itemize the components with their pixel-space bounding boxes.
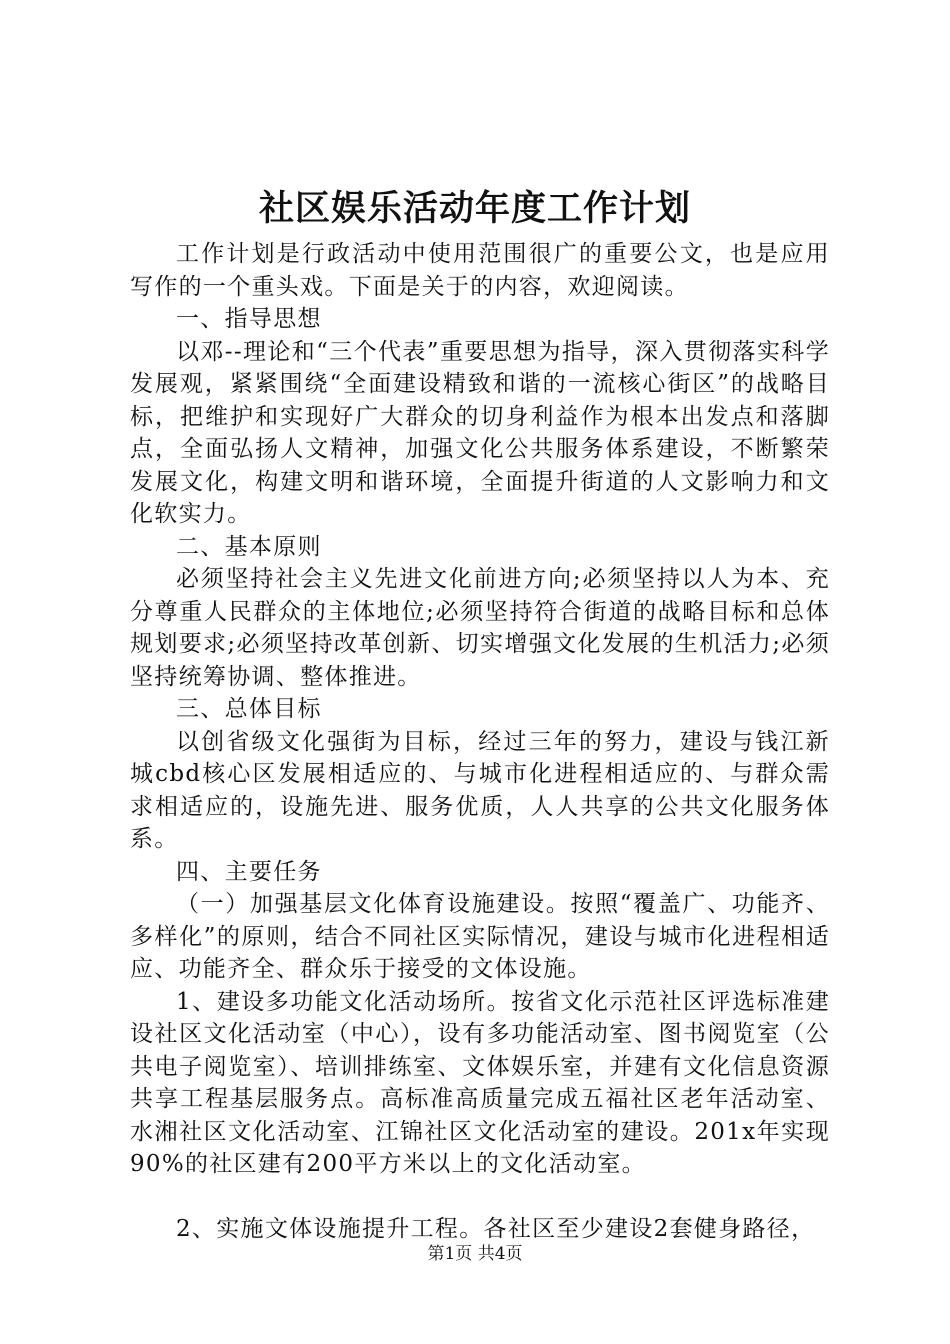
body-paragraph: （一）加强基层文化体育设施建设。按照“覆盖广、功能齐、多样化”的原则，结合不同社区实际情况，建设与城市化进程相适应、功能齐全、群众乐于接受的文体设施。: [130, 891, 830, 982]
section-heading-overall-goal: 三、总体目标: [176, 696, 322, 722]
body-paragraph: 必须坚持社会主义先进文化前进方向;必须坚持以人为本、充分尊重人民群众的主体地位;必须坚持符合街道的战略目标和总体规划要求;必须坚持改革创新、切实增强文化发展的生机活力;必须坚持统筹协调、整体推进。: [130, 566, 830, 690]
page-title: 社区娱乐活动年度工作计划: [258, 188, 691, 229]
body-paragraph: 2、实施文体设施提升工程。各社区至少建设2套健身路径，: [176, 1215, 816, 1242]
page-footer: 第1页 共4页: [427, 1244, 523, 1264]
document-body: [130, 238, 830, 1245]
body-paragraph: 以邓--理论和“三个代表”重要思想为指导，深入贯彻落实科学发展观，紧紧围绕“全面建设精致和谐的一流核心街区”的战略目标，把维护和实现好广大群众的切身利益作为根本出发点和落脚点，全面弘扬人文精神，加强文化公共服务体系建设，不断繁荣发展文化，构建文明和谐环境，全面提升街道的人文影响力和文化软实力。: [130, 338, 830, 527]
intro-paragraph: 工作计划是行政活动中使用范围很广的重要公文，也是应用写作的一个重头戏。下面是关于的内容，欢迎阅读。: [130, 241, 830, 300]
section-heading-basic-principles: 二、基本原则: [176, 533, 322, 560]
section-heading-main-tasks: 四、主要任务: [176, 858, 322, 885]
body-paragraph: 1、建设多功能文化活动场所。按省文化示范社区评选标准建设社区文化活动室（中心），设有多功能活动室、图书阅览室（公共电子阅览室）、培训排练室、文体娱乐室，并建有文化信息资源共享工程基层服务点。高标准高质量完成五福社区老年活动室、水湘社区文化活动室、江锦社区文化活动室的建设。201x年实现90%的社区建有200平方米以上的文化活动室。: [130, 988, 830, 1177]
section-heading-guiding-ideology: 一、指导思想: [176, 306, 322, 332]
body-paragraph: 以创省级文化强街为目标，经过三年的努力，建设与钱江新城cbd核心区发展相适应的、与城市化进程相适应的、与群众需求相适应的，设施先进、服务优质，人人共享的公共文化服务体系。: [130, 728, 830, 852]
